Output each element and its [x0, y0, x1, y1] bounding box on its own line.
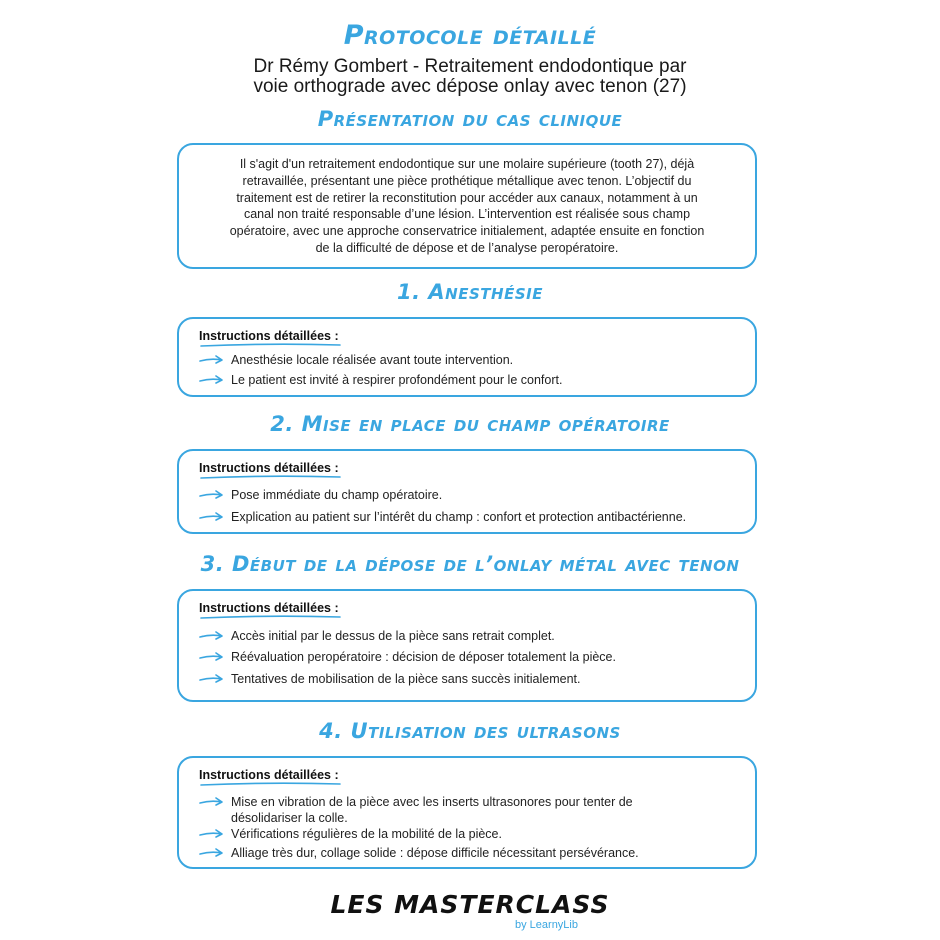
intro-line: Il s'agit d'un retraitement endodontique sur une molaire supérieure (tooth 27), déjà	[239, 157, 695, 171]
list-item-text: Vérifications régulières de la mobilité de la pièce.	[231, 827, 502, 841]
list-item-text: Explication au patient sur l’intérêt du champ : confort et protection antibactérienne.	[231, 510, 687, 524]
list-item	[199, 629, 743, 645]
page-title: Protocole détaillé	[343, 20, 597, 51]
arrow-icon	[199, 651, 225, 663]
underline-stroke-icon	[199, 614, 342, 620]
intro-card	[177, 143, 757, 269]
brand-byline: by LearnyLib	[515, 919, 578, 931]
arrow-icon	[199, 630, 225, 642]
section-4-card	[177, 756, 757, 869]
list-item-text: Pose immédiate du champ opératoire.	[231, 488, 443, 502]
instructions-label: Instructions détaillées :	[199, 601, 339, 615]
intro-text	[179, 145, 755, 257]
section-3-card	[177, 589, 757, 702]
list-item-text: Alliage très dur, collage solide : dépose difficile nécessitant persévérance.	[231, 846, 639, 860]
instructions-label: Instructions détaillées :	[199, 461, 339, 475]
section-1-title: 1. Anesthésie	[397, 280, 543, 304]
intro-line: traitement est de retirer la reconstitution pour accéder aux canaux, notamment à un	[236, 190, 698, 205]
list-item-text: Mise en vibration de la pièce avec les inserts ultrasonores pour tenter de désolidariser la colle.	[231, 795, 633, 825]
list-item	[199, 510, 743, 526]
section-2-card	[177, 449, 757, 534]
list-item-text: Le patient est invité à respirer profondément pour le confort.	[231, 373, 563, 387]
section-3-title: 3. Début de la dépose de l’onlay métal avec tenon	[200, 552, 740, 576]
intro-line: opératoire, avec une approche conservatrice initialement, adaptée ensuite en fonction	[229, 224, 705, 239]
arrow-icon	[199, 374, 225, 386]
instructions-heading	[199, 768, 339, 782]
list-item	[199, 846, 743, 862]
intro-line: de la difficulté de dépose et de l’analyse peropératoire.	[315, 240, 619, 255]
list-item-text: Anesthésie locale réalisée avant toute intervention.	[231, 353, 514, 367]
page-subtitle-line-2: voie orthograde avec dépose onlay avec tenon (27)	[253, 76, 687, 97]
instructions-label: Instructions détaillées :	[199, 768, 339, 782]
arrow-icon	[199, 796, 225, 808]
list-item	[199, 353, 743, 369]
section-1-card	[177, 317, 757, 397]
instructions-heading	[199, 329, 339, 343]
section-2-title: 2. Mise en place du champ opératoire	[270, 412, 670, 436]
list-item	[199, 672, 743, 688]
arrow-icon	[199, 673, 225, 685]
instructions-heading	[199, 461, 339, 475]
instructions-label: Instructions détaillées :	[199, 329, 339, 343]
list-item-text: Accès initial par le dessus de la pièce sans retrait complet.	[231, 629, 555, 643]
page-subtitle-line-1: Dr Rémy Gombert - Retraitement endodontique par	[253, 56, 687, 77]
arrow-icon	[199, 354, 225, 366]
list-item	[199, 488, 743, 504]
arrow-icon	[199, 847, 225, 859]
list-item-text: Tentatives de mobilisation de la pièce sans succès initialement.	[231, 672, 581, 686]
underline-stroke-icon	[199, 342, 342, 348]
list-item	[199, 373, 743, 389]
arrow-icon	[199, 828, 225, 840]
list-item	[199, 827, 743, 843]
underline-stroke-icon	[199, 474, 342, 480]
instructions-heading	[199, 601, 339, 615]
intro-title: Présentation du cas clinique	[317, 107, 623, 131]
list-item	[199, 650, 743, 666]
section-4-title: 4. Utilisation des ultrasons	[319, 719, 621, 743]
brand-logo-text: LES MASTERCLASS	[330, 890, 610, 919]
intro-line: retravaillée, présentant une pièce prothétique métallique avec tenon. L’objectif du	[242, 173, 692, 188]
list-item	[199, 795, 695, 826]
list-item-text: Réévaluation peropératoire : décision de déposer totalement la pièce.	[231, 650, 616, 664]
underline-stroke-icon	[199, 781, 342, 787]
arrow-icon	[199, 511, 225, 523]
arrow-icon	[199, 489, 225, 501]
intro-line: canal non traité responsable d’une lésion. L’intervention est réalisée sous champ	[243, 207, 691, 222]
